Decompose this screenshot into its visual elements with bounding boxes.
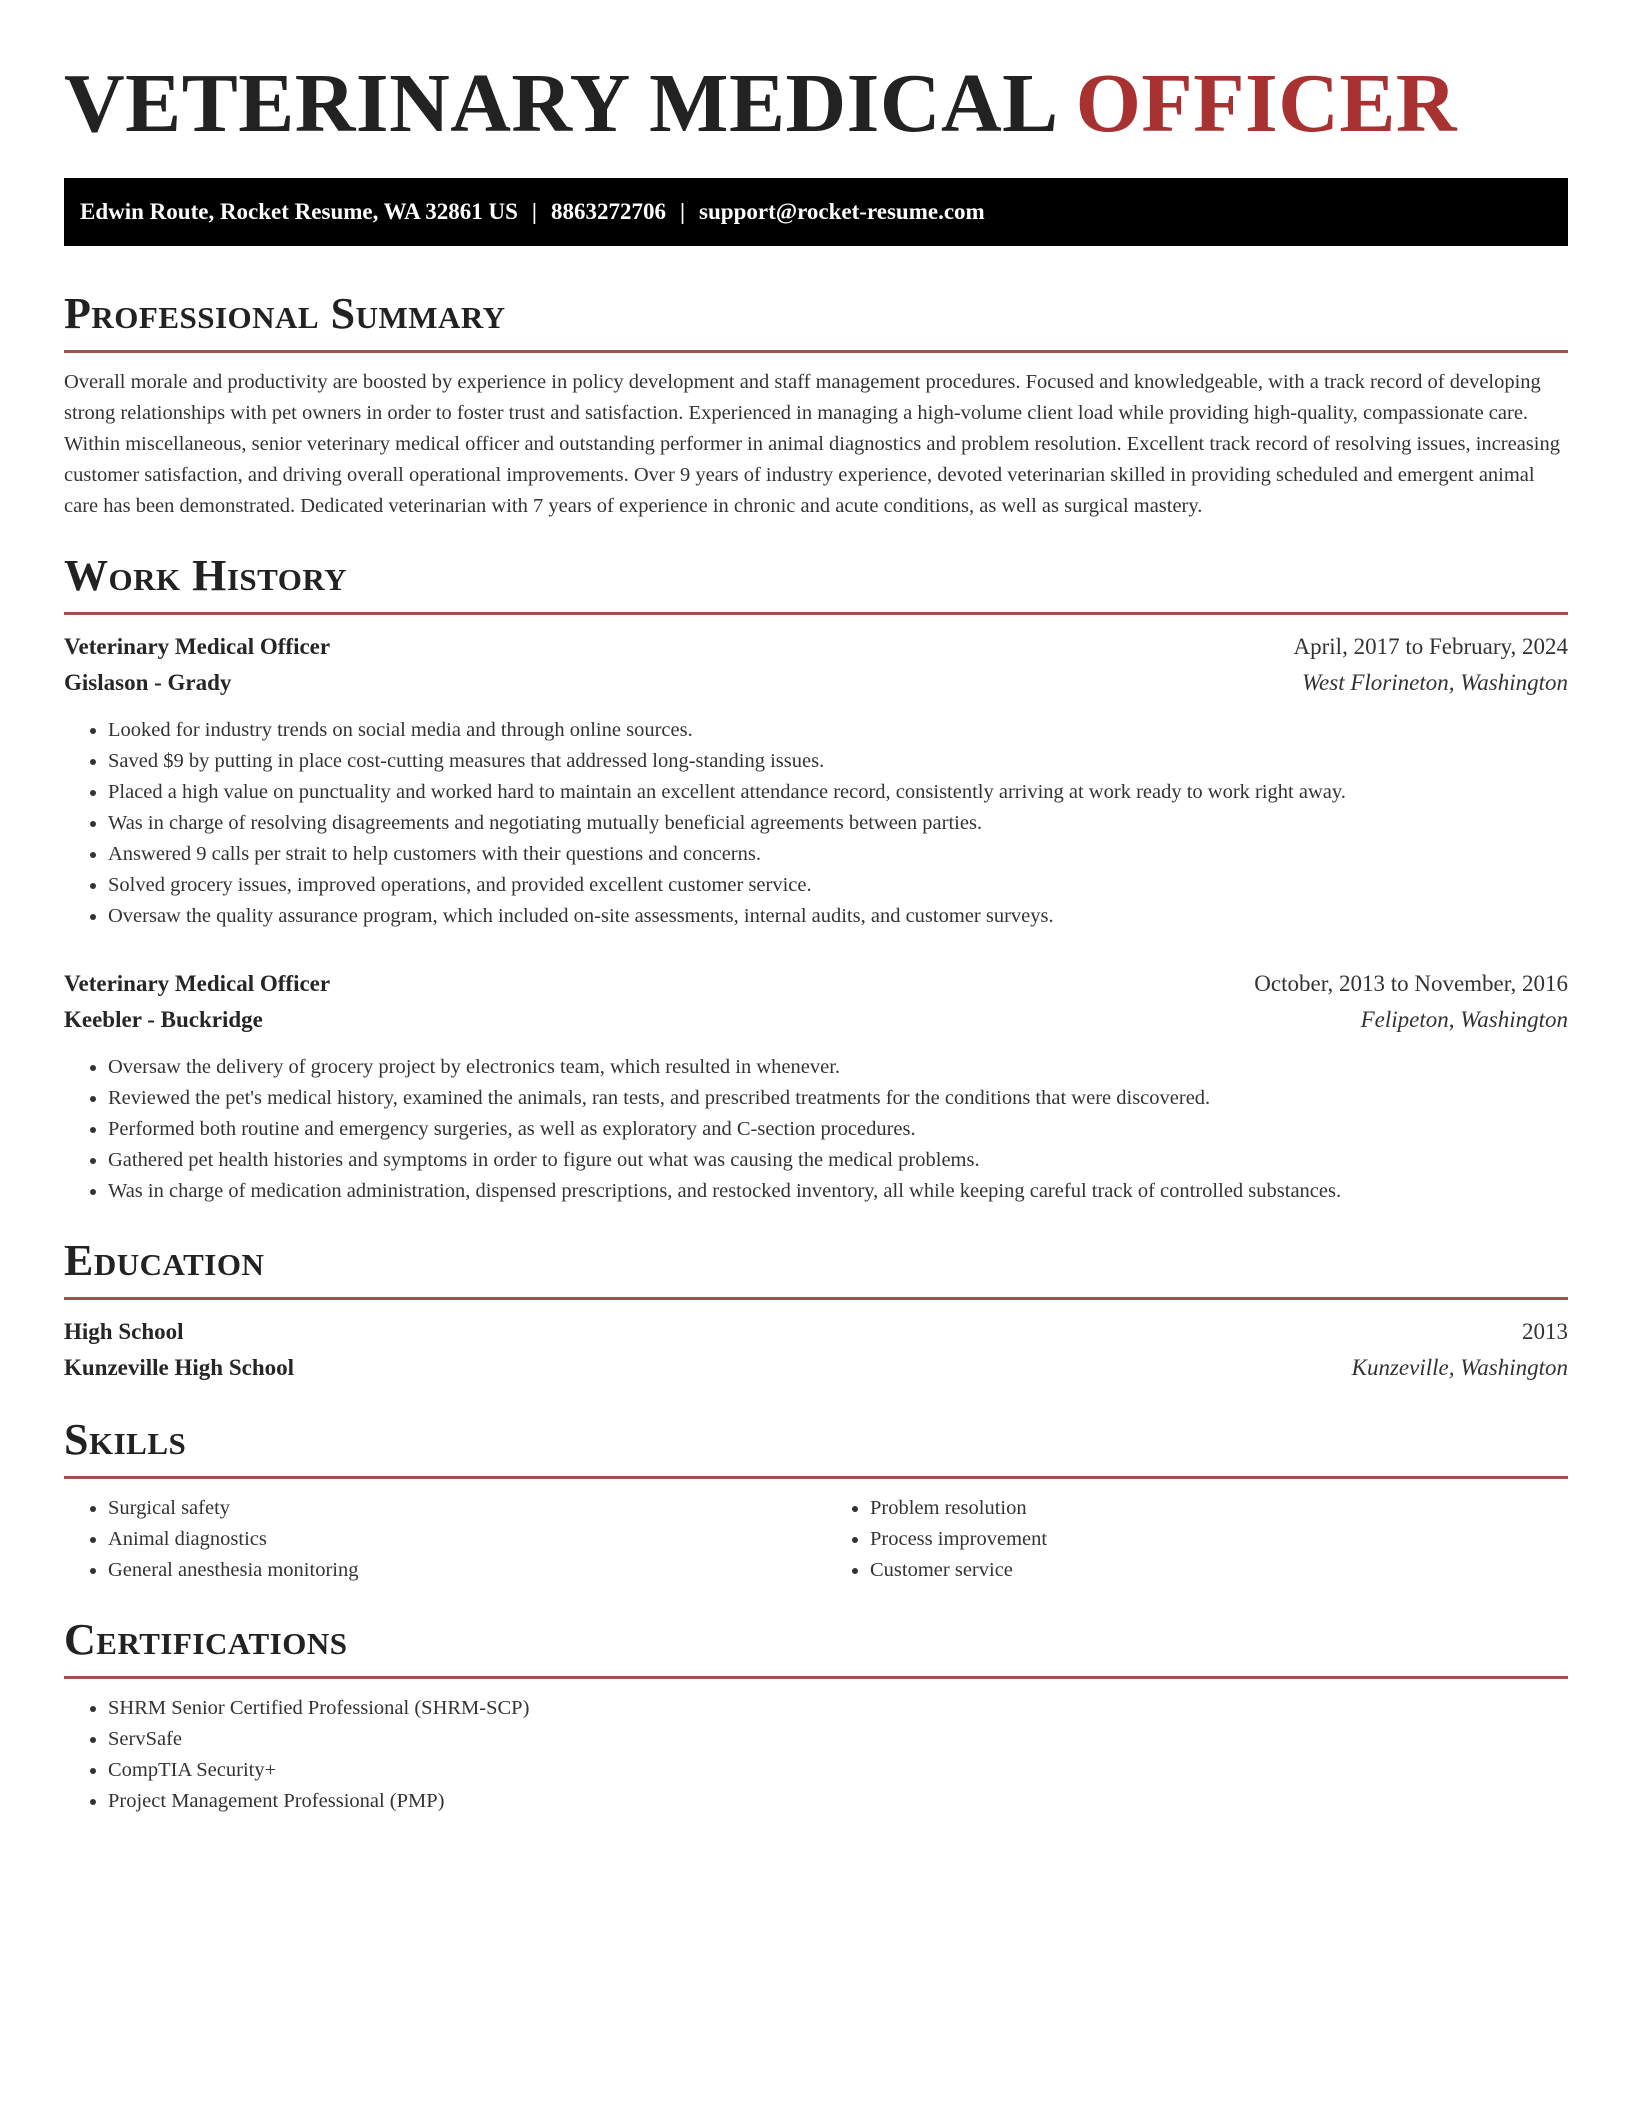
contact-address: Edwin Route, Rocket Resume, WA 32861 US [80, 199, 518, 224]
education-heading: Education [64, 1236, 265, 1285]
job-company: Keebler - Buckridge [64, 1007, 263, 1032]
certification-item: • SHRM Senior Certified Professional (SHRM-SCP) [108, 1693, 1568, 1724]
education-location: Kunzeville, Washington [1351, 1355, 1568, 1380]
job-bullet: • Reviewed the pet's medical history, examined the animals, ran tests, and prescribed treatments for the conditions that were discovered. [108, 1083, 1568, 1114]
education-section [64, 1235, 1568, 1386]
resume-title [64, 58, 1568, 150]
job-bullet: • Gathered pet health histories and symptoms in order to figure out what was causing the medical problems. [108, 1145, 1568, 1176]
contact-bar [64, 178, 1568, 246]
education-degree: High School [64, 1319, 184, 1344]
skills-section [64, 1414, 1568, 1586]
summary-section [64, 288, 1568, 522]
job-bullet: • Was in charge of medication administration, dispensed prescriptions, and restocked inventory, all while keeping careful track of controlled substances. [108, 1176, 1568, 1207]
education-school-row [64, 1350, 1568, 1386]
job-bullet: • Oversaw the delivery of grocery project by electronics team, which resulted in whenever. [108, 1052, 1568, 1083]
skill-item: • Problem resolution [870, 1493, 1568, 1524]
job-company: Gislason - Grady [64, 670, 232, 695]
job-bullets [64, 715, 1568, 932]
certification-item: • CompTIA Security+ [108, 1755, 1568, 1786]
contact-separator: | [679, 199, 686, 224]
certifications-section [64, 1614, 1568, 1817]
job-bullet: • Performed both routine and emergency surgeries, as well as exploratory and C-section procedures. [108, 1114, 1568, 1145]
skill-item: • General anesthesia monitoring [108, 1555, 806, 1586]
skills-heading: Skills [64, 1415, 187, 1464]
job-title: Veterinary Medical Officer [64, 634, 331, 659]
job-dates: October, 2013 to November, 2016 [1254, 971, 1568, 996]
skills-grid [64, 1493, 1568, 1586]
contact-email: support@rocket-resume.com [699, 199, 985, 224]
skill-item: • Animal diagnostics [108, 1524, 806, 1555]
resume-title-main: VETERINARY MEDICAL [64, 57, 1055, 150]
work-history-heading: Work History [64, 551, 348, 600]
job-bullet: • Looked for industry trends on social media and through online sources. [108, 715, 1568, 746]
job-company-row [64, 1002, 1568, 1038]
section-divider [64, 612, 1568, 615]
education-year: 2013 [1522, 1319, 1568, 1344]
section-divider [64, 1297, 1568, 1300]
section-divider [64, 350, 1568, 353]
education-degree-row [64, 1314, 1568, 1350]
job-bullet: • Was in charge of resolving disagreements and negotiating mutually beneficial agreements between parties. [108, 808, 1568, 839]
summary-heading: Professional Summary [64, 289, 506, 338]
job-bullet: • Placed a high value on punctuality and worked hard to maintain an excellent attendance record, consistently arriving at work ready to work right away. [108, 777, 1568, 808]
job-bullet: • Saved $9 by putting in place cost-cutting measures that addressed long-standing issues. [108, 746, 1568, 777]
summary-text: Overall morale and productivity are boosted by experience in policy development and staff management procedures. Focused and knowledgeable, with a track record of developing strong relationships with pet owners in order to foster trust and satisfaction. Experienced in managing a high-volume client load while providing high-quality, compassionate care. Within miscellaneous, senior veterinary medical officer and outstanding performer in animal diagnostics and problem resolution. Excellent track record of resolving issues, increasing customer satisfaction, and driving overall operational improvements. Over 9 years of industry experience, devoted veterinarian skilled in providing scheduled and emergent animal care has been demonstrated. Dedicated veterinarian with 7 years of experience in chronic and acute conditions, as well as surgical mastery. [64, 371, 1560, 517]
section-divider [64, 1676, 1568, 1679]
job-entry [64, 966, 1568, 1207]
job-bullet: • Solved grocery issues, improved operations, and provided excellent customer service. [108, 870, 1568, 901]
certifications-heading: Certifications [64, 1615, 348, 1664]
work-history-section [64, 550, 1568, 1207]
job-dates: April, 2017 to February, 2024 [1293, 634, 1568, 659]
job-bullet: • Answered 9 calls per strait to help customers with their questions and concerns. [108, 839, 1568, 870]
contact-separator: | [531, 199, 537, 224]
job-location: West Florineton, Washington [1301, 670, 1568, 695]
job-bullet: • Oversaw the quality assurance program, which included on-site assessments, internal audits, and customer surveys. [108, 901, 1568, 932]
job-location: Felipeton, Washington [1360, 1007, 1568, 1032]
certification-item: • Project Management Professional (PMP) [108, 1786, 1568, 1817]
section-divider [64, 1476, 1568, 1479]
certification-item: • ServSafe [108, 1724, 1568, 1755]
resume-title-accent: OFFICER [1075, 57, 1458, 150]
skill-item: • Surgical safety [108, 1493, 806, 1524]
job-company-row [64, 665, 1568, 701]
job-title: Veterinary Medical Officer [64, 971, 331, 996]
skill-item: • Process improvement [870, 1524, 1568, 1555]
skills-list-right [826, 1493, 1568, 1586]
certifications-list [64, 1693, 1568, 1817]
job-header-row [64, 629, 1568, 665]
education-school: Kunzeville High School [64, 1355, 295, 1380]
contact-phone: 8863272706 [550, 199, 666, 224]
job-bullets [64, 1052, 1568, 1207]
job-entry [64, 629, 1568, 932]
skill-item: • Customer service [870, 1555, 1568, 1586]
skills-list-left [64, 1493, 806, 1586]
job-header-row [64, 966, 1568, 1002]
